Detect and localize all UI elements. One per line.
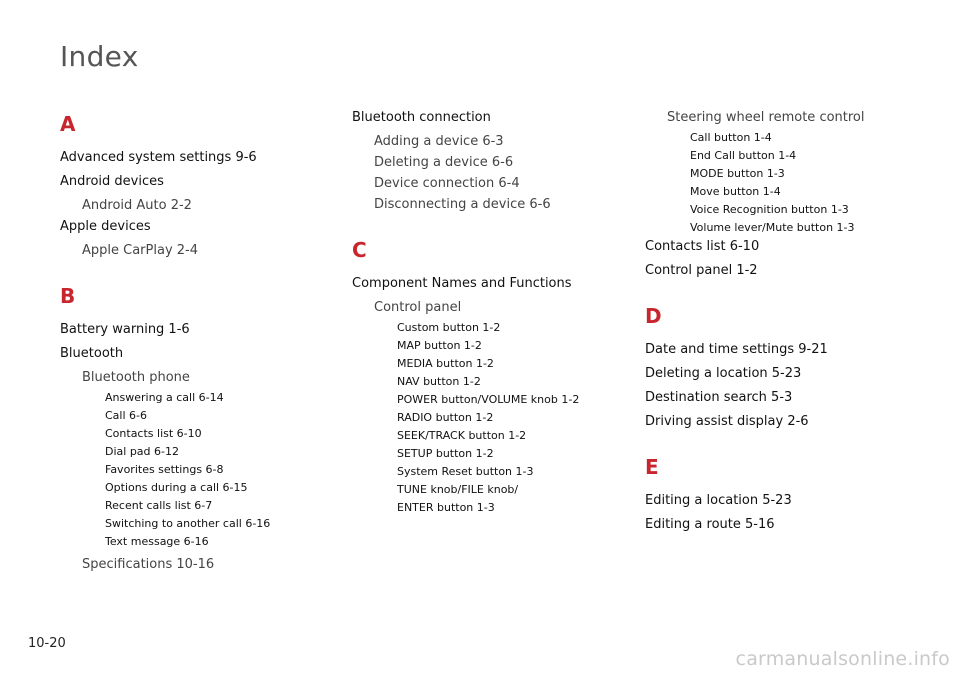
index-entry-level-2: Bluetooth phone bbox=[82, 370, 190, 385]
index-entry-level-1: Date and time settings 9-21 bbox=[645, 342, 828, 357]
section-letter: D bbox=[645, 304, 662, 328]
index-entry-level-2: Android Auto 2-2 bbox=[82, 198, 192, 213]
index-entry-level-1: Apple devices bbox=[60, 219, 151, 234]
page-number: 10-20 bbox=[28, 636, 66, 651]
section-letter: E bbox=[645, 455, 659, 479]
index-entry-level-1: Driving assist display 2-6 bbox=[645, 414, 809, 429]
page-title: Index bbox=[60, 40, 139, 73]
index-section bbox=[645, 108, 935, 280]
index-entry-level-1: Component Names and Functions bbox=[352, 276, 572, 291]
index-entry-level-3: Answering a call 6-14 bbox=[105, 391, 224, 404]
index-section bbox=[60, 282, 350, 574]
index-entry-level-2: Specifications 10-16 bbox=[82, 557, 215, 572]
index-entry-level-1: Android devices bbox=[60, 174, 164, 189]
index-entry-level-3: Call button 1-4 bbox=[690, 131, 772, 144]
index-entry-level-3: End Call button 1-4 bbox=[690, 149, 797, 162]
index-entry-level-3: Recent calls list 6-7 bbox=[105, 499, 213, 512]
index-entry-level-3: RADIO button 1-2 bbox=[397, 411, 494, 424]
index-entry-level-1: Contacts list 6-10 bbox=[645, 239, 760, 254]
index-entry-level-2: Device connection 6-4 bbox=[374, 176, 520, 191]
index-entry-level-1: Bluetooth bbox=[60, 346, 124, 361]
index-column-3 bbox=[645, 108, 935, 556]
index-entry-level-3: Switching to another call 6-16 bbox=[105, 517, 271, 530]
index-entry-level-3: POWER button/VOLUME knob 1-2 bbox=[397, 393, 580, 406]
index-entry-level-3: System Reset button 1-3 bbox=[397, 465, 534, 478]
index-section bbox=[352, 108, 642, 214]
index-entry-level-2: Adding a device 6-3 bbox=[374, 134, 504, 149]
index-entry-level-3: Text message 6-16 bbox=[105, 535, 209, 548]
index-entry-level-1: Bluetooth connection bbox=[352, 110, 491, 125]
index-entry-level-3: Voice Recognition button 1-3 bbox=[690, 203, 849, 216]
index-entry-level-2: Disconnecting a device 6-6 bbox=[374, 197, 551, 212]
index-column-2 bbox=[352, 108, 642, 539]
index-entry-level-3: ENTER button 1-3 bbox=[397, 501, 495, 514]
index-column-1 bbox=[60, 108, 350, 596]
index-entry-level-1: Battery warning 1-6 bbox=[60, 322, 190, 337]
index-entry-level-3: Move button 1-4 bbox=[690, 185, 781, 198]
section-letter: A bbox=[60, 112, 76, 136]
index-entry-level-3: SETUP button 1-2 bbox=[397, 447, 494, 460]
index-section bbox=[645, 302, 935, 431]
index-entry-level-1: Editing a location 5-23 bbox=[645, 493, 792, 508]
index-entry-level-3: NAV button 1-2 bbox=[397, 375, 481, 388]
index-entry-level-1: Destination search 5-3 bbox=[645, 390, 793, 405]
index-entry-level-2: Deleting a device 6-6 bbox=[374, 155, 514, 170]
index-entry-level-3: Contacts list 6-10 bbox=[105, 427, 202, 440]
index-entry-level-3: Call 6-6 bbox=[105, 409, 147, 422]
index-entry-level-3: SEEK/TRACK button 1-2 bbox=[397, 429, 527, 442]
index-section bbox=[352, 236, 642, 517]
section-letter: C bbox=[352, 238, 367, 262]
index-entry-level-1: Advanced system settings 9-6 bbox=[60, 150, 257, 165]
index-entry-level-3: Options during a call 6-15 bbox=[105, 481, 248, 494]
index-entry-level-3: Volume lever/Mute button 1-3 bbox=[690, 221, 855, 234]
index-entry-level-3: MODE button 1-3 bbox=[690, 167, 785, 180]
index-entry-level-1: Deleting a location 5-23 bbox=[645, 366, 802, 381]
section-letter: B bbox=[60, 284, 76, 308]
index-section bbox=[645, 453, 935, 534]
index-entry-level-3: MAP button 1-2 bbox=[397, 339, 482, 352]
index-entry-level-1: Control panel 1-2 bbox=[645, 263, 758, 278]
index-entry-level-2: Steering wheel remote control bbox=[667, 110, 865, 125]
index-entry-level-2: Apple CarPlay 2-4 bbox=[82, 243, 199, 258]
watermark: carmanualsonline.info bbox=[735, 648, 950, 670]
index-entry-level-3: Favorites settings 6-8 bbox=[105, 463, 224, 476]
index-entry-level-3: TUNE knob/FILE knob/ bbox=[397, 483, 519, 496]
index-entry-level-2: Control panel bbox=[374, 300, 462, 315]
index-entry-level-1: Editing a route 5-16 bbox=[645, 517, 775, 532]
index-entry-level-3: Dial pad 6-12 bbox=[105, 445, 179, 458]
index-entry-level-3: Custom button 1-2 bbox=[397, 321, 501, 334]
index-section bbox=[60, 110, 350, 260]
index-entry-level-3: MEDIA button 1-2 bbox=[397, 357, 494, 370]
